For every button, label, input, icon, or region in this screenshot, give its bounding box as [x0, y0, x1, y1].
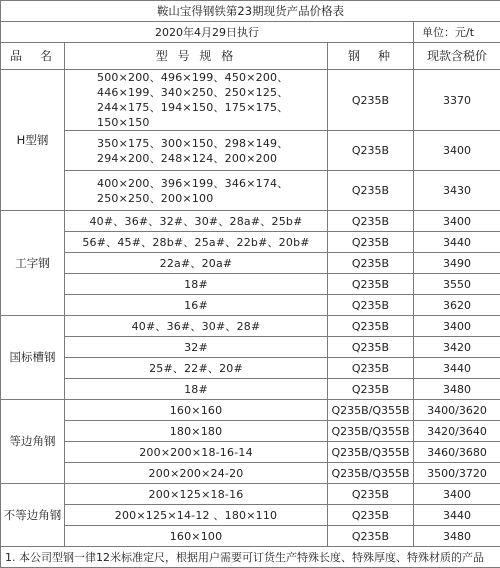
header-row: [1, 43, 500, 70]
footnote: 1. 本公司型钢一律12米标准定尺，根据用户需要可订货生产特殊长度、特殊厚度、特殊材质的产品: [1, 547, 500, 568]
grade-cell: Q235B: [328, 526, 414, 547]
unit-label: 单位：元/t: [414, 22, 500, 43]
spec-cell: 400×200、396×199、346×174、250×250、200×100: [65, 171, 328, 211]
category-unequal-angle: 不等边角钢: [1, 484, 65, 547]
grade-cell: Q235B: [328, 379, 414, 400]
spec-cell: 40#、36#、32#、30#、28a#、25b#: [65, 211, 328, 232]
page-title: 鞍山宝得钢铁第23期现货产品价格表: [1, 1, 500, 22]
title-row: [1, 1, 500, 22]
spec-cell: 200×200×18-16-14: [65, 442, 328, 463]
spec-cell: 200×125×18-16: [65, 484, 328, 505]
grade-cell: Q235B: [328, 211, 414, 232]
grade-cell: Q235B: [328, 171, 414, 211]
price-cell: 3400: [414, 316, 500, 337]
price-cell: 3420/3640: [414, 421, 500, 442]
table-row: [1, 253, 500, 274]
table-row: [1, 70, 500, 131]
grade-cell: Q235B: [328, 358, 414, 379]
grade-cell: Q235B: [328, 505, 414, 526]
spec-cell: 56#、45#、28b#、25a#、22b#、20b#: [65, 232, 328, 253]
table-row: [1, 274, 500, 295]
table-row: [1, 358, 500, 379]
table-row: [1, 484, 500, 505]
spec-cell: 18#: [65, 379, 328, 400]
effective-date: 2020年4月29日执行: [1, 22, 414, 43]
price-cell: 3400/3620: [414, 400, 500, 421]
grade-cell: Q235B/Q355B: [328, 442, 414, 463]
spec-cell: 200×200×24-20: [65, 463, 328, 484]
price-cell: 3440: [414, 232, 500, 253]
table-row: [1, 232, 500, 253]
price-cell: 3400: [414, 484, 500, 505]
spec-cell: 160×160: [65, 400, 328, 421]
date-row: [1, 22, 500, 43]
table-row: [1, 442, 500, 463]
price-cell: 3440: [414, 358, 500, 379]
spec-cell: 350×175、300×150、298×149、294×200、248×124、200×200: [65, 131, 328, 171]
price-cell: 3460/3680: [414, 442, 500, 463]
price-cell: 3500/3720: [414, 463, 500, 484]
spec-cell: 16#: [65, 295, 328, 316]
price-cell: 3620: [414, 295, 500, 316]
price-cell: 3370: [414, 70, 500, 131]
header-spec: 型 号 规 格: [65, 43, 328, 70]
table-row: [1, 379, 500, 400]
grade-cell: Q235B/Q355B: [328, 421, 414, 442]
spec-cell: 180×180: [65, 421, 328, 442]
table-row: [1, 400, 500, 421]
price-cell: 3400: [414, 211, 500, 232]
grade-cell: Q235B: [328, 295, 414, 316]
price-cell: 3550: [414, 274, 500, 295]
table-row: [1, 526, 500, 547]
table-row: [1, 463, 500, 484]
note-row: [1, 547, 500, 568]
grade-cell: Q235B: [328, 337, 414, 358]
table-row: [1, 131, 500, 171]
category-equal-angle: 等边角钢: [1, 400, 65, 484]
spec-cell: 40#、36#、30#、28#: [65, 316, 328, 337]
spec-cell: 32#: [65, 337, 328, 358]
table-row: [1, 295, 500, 316]
price-cell: 3480: [414, 379, 500, 400]
category-h-beam: H型钢: [1, 70, 65, 211]
price-cell: 3480: [414, 526, 500, 547]
grade-cell: Q235B: [328, 316, 414, 337]
table-row: [1, 421, 500, 442]
price-cell: 3490: [414, 253, 500, 274]
spec-cell: 18#: [65, 274, 328, 295]
header-price: 现款含税价: [414, 43, 500, 70]
price-cell: 3440: [414, 505, 500, 526]
table-row: [1, 505, 500, 526]
grade-cell: Q235B: [328, 70, 414, 131]
spec-cell: 160×100: [65, 526, 328, 547]
price-cell: 3400: [414, 131, 500, 171]
header-grade: 钢 种: [328, 43, 414, 70]
grade-cell: Q235B: [328, 232, 414, 253]
grade-cell: Q235B/Q355B: [328, 400, 414, 421]
price-cell: 3420: [414, 337, 500, 358]
price-cell: 3430: [414, 171, 500, 211]
grade-cell: Q235B: [328, 484, 414, 505]
table-row: [1, 316, 500, 337]
grade-cell: Q235B/Q355B: [328, 463, 414, 484]
table-row: [1, 211, 500, 232]
spec-cell: 500×200、496×199、450×200、446×199、340×250、250×125、244×175、194×150、175×175、150×150: [65, 70, 328, 131]
spec-cell: 22a#、20a#: [65, 253, 328, 274]
grade-cell: Q235B: [328, 131, 414, 171]
category-i-beam: 工字钢: [1, 211, 65, 316]
header-name: 品 名: [1, 43, 65, 70]
spec-cell: 200×125×14-12 、180×110: [65, 505, 328, 526]
grade-cell: Q235B: [328, 274, 414, 295]
table-row: [1, 171, 500, 211]
table-row: [1, 337, 500, 358]
grade-cell: Q235B: [328, 253, 414, 274]
category-channel-steel: 国标槽钢: [1, 316, 65, 400]
spec-cell: 25#、22#、20#: [65, 358, 328, 379]
